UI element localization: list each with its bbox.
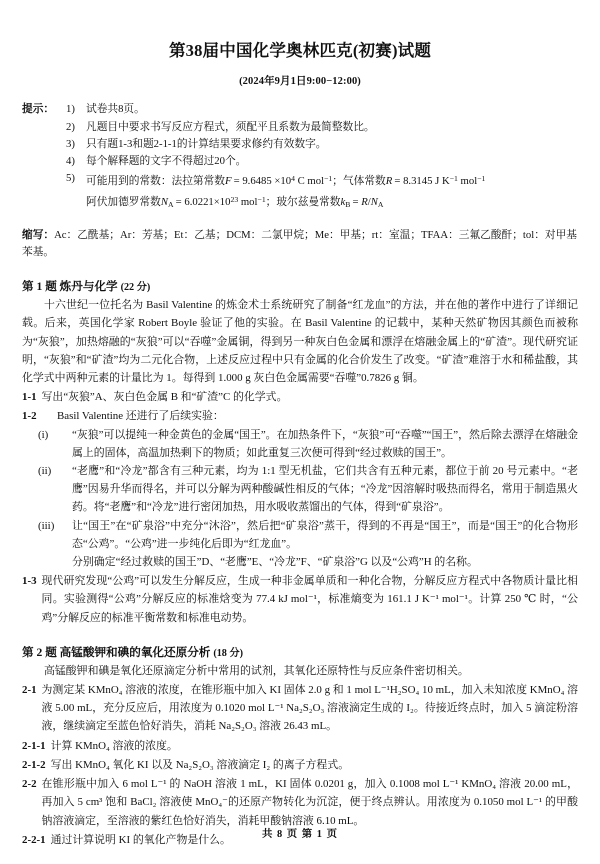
list-item [66, 101, 578, 118]
hint-number: 4) [66, 155, 75, 168]
exam-datetime: (2024年9月1日9:00−12:00) [239, 76, 361, 88]
roman-number: (i) [38, 428, 49, 441]
problem-1-heading [22, 278, 578, 294]
question-number: 2-2 [22, 778, 37, 791]
roman-number: (ii) [38, 465, 52, 478]
hint-text: 凡题目中要求书写反应方程式，须配平且系数为最简整数比。 [86, 120, 375, 133]
hint-text-constants: 可能用到的常数：法拉第常数$F = 9.6485 \times 10^4$ C mol$^{-1}$；气体常数R = 8.3145 J $K^{-1}$ mol$^{-1}$ [86, 174, 486, 188]
question-text: 写出 KMnO₄ 氧化 KI 以及 Na₂S₂O₃ 溶液滴定 I₂ 的离子方程式。 [50, 758, 350, 771]
question-text: “老鹰”和“冷龙”都含有三种元素，均为 1:1 型无机盐，它们共含有五种元素，都位于前 20 号元素中。“老鹰”因易升华而得名，并可以分解为两种酸碱性相反的气体；“冷龙”因溶解时吸热而得名，常用于制造黑火药。将“老鹰”和“冷龙”进行密闭加热，用水吸收蒸馏出的气体，得到“矿泉浴”。 [72, 465, 578, 514]
question-text: 写出“灰狼”A、灰白色金属 B 和“矿渣”C 的化学式。 [41, 391, 288, 404]
question-text: “灰狼”可以提纯一种金黄色的金属“国王”。在加热条件下，“灰狼”可“吞噬”“国王”，然后除去漂浮在熔融金属上的固体，高温加热剩下的物质；如此重复三次便可得到“经过救赎的国王”。 [72, 428, 578, 459]
abbreviations-label: 缩写： [22, 228, 55, 241]
hint-number: 5) [66, 172, 75, 185]
question-2-2 [22, 775, 578, 830]
hint-text-constants-cont: 阿伏加德罗常数$N_A = 6.0221\times 10^{23}$ mol$^{-1}$；玻尔兹曼常数$k_B = R/N_A$ [86, 194, 384, 209]
question-2-1 [22, 681, 578, 736]
question-1-2-iii [22, 517, 578, 553]
list-item [66, 136, 578, 153]
hint-text: 试卷共8页。 [86, 103, 145, 116]
question-text: 为测定某 KMnO₄ 溶液的浓度，在锥形瓶中加入 KI 固体 2.0 g 和 1 mol L⁻¹H₂SO₄ 10 mL，加入未知浓度 KMnO₄ 溶液 5.00 mL，充分反应后，用浓度为 0.1020 mol L⁻¹ Na₂S₂O₃ 溶液滴定生成的 I₂。待接近终点时，加入 5 滴淀粉溶液，继续滴定至蓝色恰好消失，消耗 Na₂S₂O₃ 溶液 26.43 mL。 [41, 684, 578, 733]
abbreviations-block [22, 227, 578, 261]
question-text: 计算 KMnO₄ 溶液的浓度。 [50, 739, 178, 752]
question-number: 1-3 [22, 575, 37, 588]
problem-1-title: 第 1 题 炼丹与化学 [22, 280, 118, 294]
hints-label: 提示： [22, 103, 55, 116]
problem-2-title: 第 2 题 高锰酸钾和碘的氧化还原分析 [22, 645, 211, 659]
list-item [66, 119, 578, 136]
hint-number: 2) [66, 120, 75, 133]
page-title: 第38届中国化学奥林匹克(初赛)试题 [168, 41, 432, 60]
question-text: 现代研究发现“公鸡”可以发生分解反应，生成一种非金属单质和一种化合物，分解反应方程式中各物质计量比相同。实验测得“公鸡”分解反应的标准焓变为 77.4 kJ mol⁻¹，标准熵变为 161.1 J K⁻¹ mol⁻¹。计算 250 ℃ 时，“公鸡”分解反应的标准平衡常数和标准电动势。 [41, 575, 578, 624]
question-number: 2-1-1 [22, 739, 46, 752]
problem-2-intro: 高锰酸钾和碘是氧化还原滴定分析中常用的试剂，其氧化还原特性与反应条件密切相关。 [44, 664, 469, 677]
question-2-1-1 [22, 737, 578, 755]
roman-number: (iii) [38, 519, 55, 532]
question-number: 2-1 [22, 684, 37, 697]
question-text: 让“国王”在“矿泉浴”中充分“沐浴”，然后把“矿泉浴”蒸干，得到的不再是“国王”，而是“国王”的化合物形态“公鸡”。“公鸡”进一步纯化后即为“红龙血”。 [72, 519, 578, 550]
question-1-2-tail: 分别确定“经过救赎的国王”D、“老鹰”E、“冷龙”F、“矿泉浴”G 以及“公鸡”H 的名称。 [72, 556, 478, 569]
problem-2-points: (18 分) [213, 647, 244, 659]
question-text: 在锥形瓶中加入 6 mol L⁻¹ 的 NaOH 溶液 1 mL，KI 固体 0.0201 g，加入 0.1008 mol L⁻¹ KMnO₄ 溶液 20.00 mL，再加入 5 cm³ 饱和 BaCl₂ 溶液使 MnO₄⁻的还原产物转化为沉淀，便于终点辨认。用浓度为 0.1050 mol L⁻¹ 的甲酸钠溶液滴定，至溶液的紫红色恰好消失，消耗甲酸钠溶液 6.10 mL。 [41, 778, 578, 827]
question-1-2 [22, 407, 578, 425]
question-number: 2-1-2 [22, 758, 46, 771]
question-1-2-ii [22, 462, 578, 517]
hints-block [22, 101, 578, 212]
question-number: 2-2-1 [22, 833, 46, 846]
list-item [66, 170, 578, 190]
question-number: 1-2 [22, 410, 37, 423]
problem-1-intro: 十六世纪一位托名为 Basil Valentine 的炼金术士系统研究了制备“红龙血”的方法，并在他的著作中进行了详细记载。后来，英国化学家 Robert Boyle 验证了他的实验。在 Basil Valentine 的记载中，某种天然矿物因其颜色而被称为“灰狼”，加热熔融的“灰狼”可以“吞噬”金属铜，得到另一种灰白色金属和漂浮在熔融金属上的“矿渣”。现代研究证明，“灰狼”和“矿渣”均为二元化合物，上述反应过程中只有金属的化合价发生了改变。“矿渣”难溶于水和稀盐酸，其化学式中两种元素的计量比为 1。每得到 1.000 g 灰白色金属需要“吞噬”0.7826 g 铜。 [22, 299, 578, 385]
question-number: 1-1 [22, 391, 37, 404]
question-text: Basil Valentine 还进行了后续实验： [57, 410, 224, 423]
hint-text: 每个解释题的文字不得超过20个。 [86, 155, 247, 168]
problem-1-points: (22 分) [120, 282, 151, 294]
hint-number: 1) [66, 103, 75, 116]
list-item [66, 153, 578, 170]
page-footer: 共 8 页 第 1 页 [262, 829, 338, 840]
hints-list [66, 101, 578, 212]
question-1-2-i [22, 426, 578, 462]
question-2-1-2 [22, 756, 578, 774]
question-text: 通过计算说明 KI 的氧化产物是什么。 [50, 833, 231, 846]
hint-number: 3) [66, 137, 75, 150]
problem-2-heading [22, 644, 578, 660]
abbreviations-text: Ac：乙酰基；Ar：芳基；Et：乙基；DCM：二氯甲烷；Me：甲基；rt：室温；TFAA：三氟乙酸酐；tol：对甲基苯基。 [22, 228, 577, 259]
hint-text: 只有题1-3和题2-1-1的计算结果要求修约有效数字。 [86, 137, 327, 150]
question-1-1 [22, 388, 578, 406]
question-1-3 [22, 572, 578, 627]
